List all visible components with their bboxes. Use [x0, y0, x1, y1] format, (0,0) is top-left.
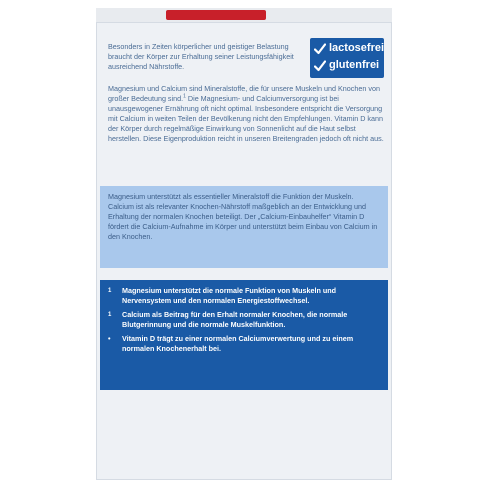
- intro-text: Besonders in Zeiten körperlicher und geistiger Belastung braucht der Körper zur Erhaltung seiner Leistungsfähigkeit ausreichend Nährstoffe.: [108, 42, 294, 71]
- brand-logo-fragment: [166, 10, 266, 20]
- badge-glutenfrei: [314, 57, 380, 74]
- claim-text: Calcium als Beitrag für den Erhalt normaler Knochen, die normale Blutgerinnung und die normale Muskelfunktion.: [122, 310, 348, 329]
- badge-lactosefrei: [314, 40, 385, 57]
- main-description: [108, 84, 384, 144]
- claim-text: Magnesium unterstützt die normale Funktion von Muskeln und Nervensystem und den normalen Energiestoffwechsel.: [122, 286, 337, 305]
- claim-item: [108, 334, 380, 354]
- claim-item: [108, 286, 380, 306]
- badge-panel: [310, 38, 384, 78]
- main-text-part2: Die Magnesium- und Calciumversorgung ist bei unausgewogener Ernährung oft nicht optimal. Insbesondere entspricht die Versorgung mit Calcium in weiten Teilen der Bevölkerung nicht den Empfehlungen. Vitamin D kann der Körper durch regelmäßige Einwirkung von Sonnenlicht auf die Haut selbst herstellen. Diese Eigenproduktion reicht in unseren Breitengraden jedoch oft nicht aus.: [108, 94, 384, 143]
- check-icon: [314, 60, 326, 72]
- check-icon: [314, 43, 326, 55]
- footnote-marker: 1: [183, 93, 186, 100]
- box-top-strip: [96, 8, 392, 23]
- badge-label: lactosefrei: [329, 42, 385, 54]
- main-text-part1: Magnesium und Calcium sind Mineralstoffe, die für unsere Muskeln und Knochen von großer Bedeutung sind.: [108, 84, 380, 103]
- claim-text: Vitamin D trägt zu einer normalen Calciumverwertung und zu einem normalen Knochenerhalt bei.: [122, 334, 354, 353]
- highlight-panel: [100, 186, 388, 268]
- health-claims-panel: [100, 280, 388, 390]
- badge-label: glutenfrei: [329, 59, 380, 71]
- highlight-text: Magnesium unterstützt als essentieller Mineralstoff die Funktion der Muskeln. Calcium ist als relevanter Knochen-Nährstoff maßgeblich an der Entwicklung und Erhaltung der normalen Knochen beteiligt. Der „Calcium-Einbauhelfer“ Vitamin D fördert die Calcium-Aufnahme im Körper und unterstützt beim Einbau von Calcium in den Knochen.: [108, 192, 378, 241]
- claim-marker: •: [108, 334, 111, 343]
- claim-marker: 1: [108, 288, 112, 294]
- claim-marker: 1: [108, 312, 112, 318]
- claim-item: [108, 310, 380, 330]
